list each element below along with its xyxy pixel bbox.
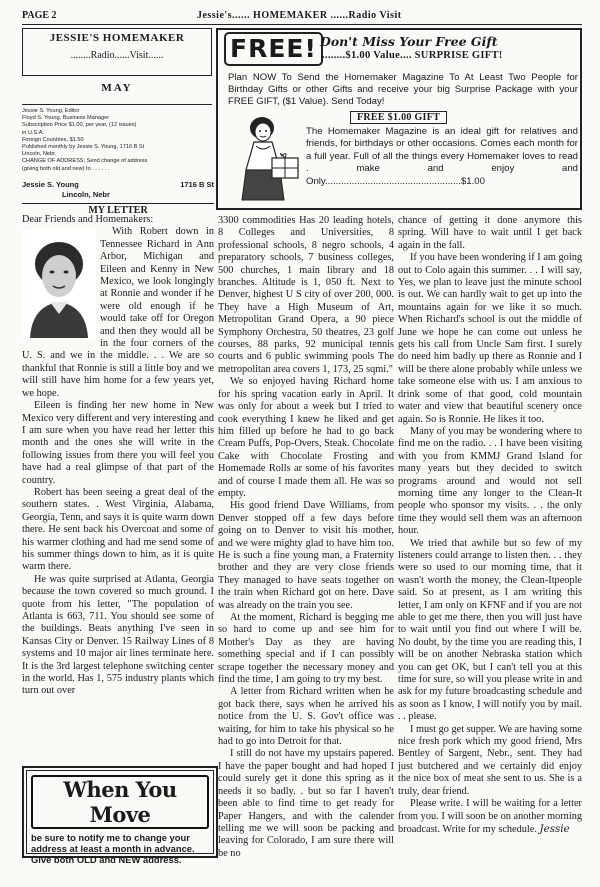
- closing-paragraph: [398, 798, 582, 836]
- when-you-move-box: [22, 766, 218, 865]
- paragraph: I still do not have my upstairs papered. I have the paper bought and had hoped I could surely get it done this spring as it needs it so badly. . but so far I haven't been able to find time to get ready for Paper Hangers, and with the calender telling me we will soon be packing and leaving for Colorado, I am sure there will be no: [218, 748, 394, 859]
- letter-column-1: [22, 214, 214, 698]
- header-rule: [22, 24, 582, 25]
- paragraph: With Robert down in Tennessee Richard in Ann Arbor, Michigan and Eileen and Kenny in New Mexico, we look longingly at Ronnie and wonder if he were old enough if he would take off for Oregon and then they would all be in the four corners of the U. S. and we in the middle. . . We are so thankful that Ronnie is still a little boy and we will still have him home for a few years yet, we hope.: [22, 226, 214, 399]
- address-city: Lincoln, Nebr: [62, 190, 110, 199]
- free-subtitle: ........$1.00 Value.... SURPRISE GIFT!: [322, 50, 503, 61]
- free-handwritten: Don't Miss Your Free Gift: [320, 34, 498, 49]
- masthead-info: [22, 108, 212, 173]
- move-title: When You Move: [31, 775, 209, 829]
- masthead-subtitle: ........Radio......Visit......: [70, 50, 164, 61]
- paragraph: Robert has been seeing a great deal of the southern states. . West Virginia, Alabama, Georgia, Tenn, and says it is quite warm down there. He sent back his Overcoat and some of his warmer clothing and had me send some of his summer things down to him, as it is quite warm there.: [22, 486, 214, 573]
- letter-column-2: [218, 215, 394, 860]
- masthead-line: Published monthly by Jessie S. Young, 1716 B St: [22, 144, 145, 151]
- masthead-title: JESSIE'S HOMEMAKER: [49, 32, 185, 44]
- free-plan-text: Plan NOW To Send the Homemaker Magazine To At Least Two People for Birthday Gifts or other Gifts and receive your big Surprise Package with your FREE GIFT, ($1 Value). Send Today!: [228, 72, 578, 107]
- lady-gift-illustration: [232, 112, 302, 204]
- move-text: be sure to notify me to change your address at least a month in advance. Give both OLD and NEW address.: [31, 832, 195, 865]
- paragraph: If you have been wondering if I am going out to Colo again this summer. . . I will say, Yes, we plan to leave just the minute school is out. We can hardly wait to get up into the mountains again for we like it so much. When Richard's school is out the middle of June we hope he can come out unless he gets his call from Uncle Sam first. I surely do need him badly up there as Ronnie and I will be there alone probably while unless we take someone else with us. I am anxious to drink some of that good, cold mountain water and view that beautiful scenery once again. So is Ronnie. He likes it too.: [398, 252, 582, 425]
- closing-text: Please write. I will be waiting for a letter from you. I will soon be on another morning broadcast. Write for my schedule.: [398, 798, 582, 835]
- address-name: Jessie S. Young: [22, 180, 79, 189]
- signature: Jessie: [539, 822, 570, 835]
- running-title: Jessie's...... HOMEMAKER ......Radio Visit: [196, 10, 402, 21]
- portrait-photo: [22, 230, 96, 338]
- paragraph: His good friend Dave Williams, from Denver stopped off a few days before going on to Denver to visit his mother, and we were mighty glad to have him too. He is such a fine young man, a Fraternity brother and they are very close friends They managed to have seats together on the train when Richard got on here. Dave was already on the train you see.: [218, 500, 394, 611]
- issue-month: MAY: [22, 82, 212, 105]
- paragraph: He was quite surprised at Atlanta, Georgia because the town covered so much ground. I quote from his letter, "The population of Atlanta is 663, 711. You should see some of the buildings. Beats anything I've seen in Kansas City or Denver. 15 Railway Lines of 8 systems and 10 major air lines terminate here. It is the 3rd largest telephone switching center in the world. Has 1, 575 industry plants which turn out over: [22, 573, 214, 697]
- letter-column-3: [398, 215, 582, 836]
- masthead-line: Foreign Countries, $1.50: [22, 136, 84, 143]
- mailing-address: [22, 180, 214, 200]
- paragraph: Eileen is finding her new home in New Mexico very different and very interesting and I am sure when you have read her letter this month and the ones she will write in the following issues from there you will feel you have had a real glimpse of that part of the country.: [22, 400, 214, 486]
- paragraph: 3300 commodities Has 20 leading hotels, 8 Colleges and Universities, 8 professional schools, 8 negro schools, 4 preparatory schools, 7 business colleges, 500 churches, 1 main library and 18 branches. Altitude is 1, 050 ft. Next to Denver, highest U S city of over 200, 000. They have a High Museum of Art, Metropolitan Grand Opera, a 90 piece Symphony Orchestra, 50 theatres, 23 golf courses, 88 parks, 92 municipal tennis courts and 6 public swimming pools The metropolitan area covers 1, 173, 25 sqmi.": [218, 215, 394, 375]
- paragraph: A letter from Richard written when he got back there, says when he arrived his notice from the U. S. Gov't office was waiting, for him to take his physical so he had to go into Detroit for that.: [218, 686, 394, 748]
- paragraph: I must go get supper. We are having some nice fresh pork which my good friend, Mrs Bentley of Sargent, Nebr., sent. They had just butchered and we certainly did enjoy the nice box of meat she sent to us. She is a truly, dear friend.: [398, 723, 582, 797]
- section-heading: MY LETTER: [22, 203, 214, 216]
- free-gift-ad: [216, 28, 582, 210]
- masthead-line: Jessie S. Young, Editor: [22, 108, 80, 114]
- masthead-line: CHANGE OF ADDRESS; Send change of address: [22, 158, 148, 165]
- page-header: [22, 10, 582, 24]
- paragraph: Many of you may be wondering where to find me on the radio. . . I have been visiting with you from KMMJ Grand Island for many years but they decided to switch programs around and would not sell morning time any longer to the Clean-It people who sponsor my visits. . . the only time they would sell them was an afternoon hour.: [398, 425, 582, 537]
- masthead-line: Floyd S. Young, Business Manager: [22, 115, 110, 122]
- salutation: Dear Friends and Homemakers:: [22, 214, 154, 225]
- masthead-box: [22, 28, 212, 76]
- masthead-line: (giving both old and new) to . . . . . .: [22, 165, 110, 172]
- paragraph: We tried that awhile but so few of my listeners could arrange to listen then. . . they were so used to our morning time, that it wasn't worth the money, the Clean-Itpeople said. So at present, as I am writing this letter, I am only on KFNF and if you are not able to get me there, then you will just have to wait until you find out where I will be. No doubt, by the time you are reading this, I will be on another Nebraska station which you can get OK, but I can't tell you at this time for sure, so will you please write in and ask for my future broadcasting schedule and as soon as I know, I will notify you by mail. . . please.: [398, 537, 582, 723]
- page-number: PAGE 2: [22, 10, 57, 21]
- paragraph: chance of getting it done anymore this spring. Will have to wait until I get back again in the fall.: [398, 215, 582, 251]
- free-title: FREE!: [224, 32, 323, 66]
- masthead-line: Lincoln, Nebr.: [22, 151, 57, 158]
- masthead-line: Subscription Price $1.00, per year, (12 issues): [22, 122, 137, 129]
- address-street: 1716 B St: [180, 180, 214, 189]
- paragraph: We so enjoyed having Richard home for his spring vacation early in April. It was only for about a week but I tried to cook everything I knew he liked and get him filled up before he had to go back Cream Puffs, Pop-Overs, Steak. Chocolate Cake with Chocolate Frosting and Homemade Rolls ar some of his favorites and of course I made them all. He was so empty.: [218, 376, 394, 499]
- masthead-line: in U.S.A.: [22, 129, 45, 136]
- free-gift-label: FREE $1.00 GIFT: [350, 111, 447, 124]
- paragraph: At the moment, Richard is begging me so hard to come up and see him for Mother's Day as they are having something special and if I can possibly scrape together the necessary money and find the time, I am going to try my best.: [218, 612, 394, 686]
- free-description: The Homemaker Magazine is an ideal gift for relatives and friends, for birthdays or other occasions. Comes each month for a full year. Full of all the things every Homemaker loves to read . make and enjoy and Only...................................................$1.00: [306, 126, 578, 187]
